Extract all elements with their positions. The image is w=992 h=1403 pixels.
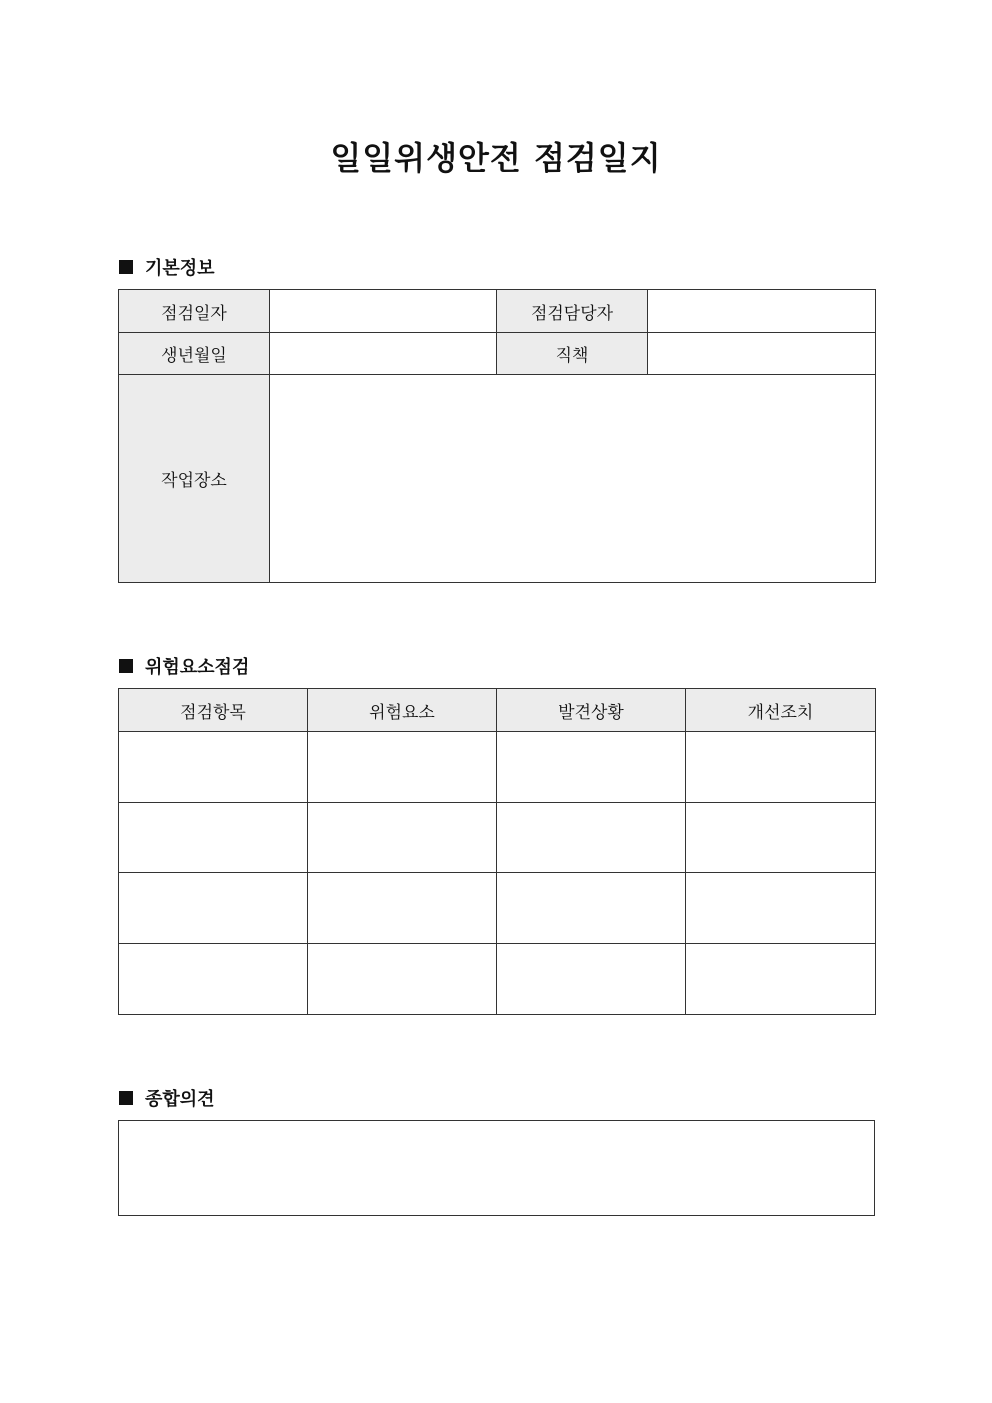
- section-title-risk: 위험요소점검: [145, 657, 250, 678]
- page-title: 일일위생안전 점검일지: [330, 139, 662, 177]
- field-inspector[interactable]: [648, 290, 876, 333]
- header-inspection-item: 점검항목: [119, 689, 308, 732]
- summary-opinion-field[interactable]: [118, 1120, 875, 1216]
- table-cell[interactable]: [497, 873, 686, 944]
- risk-inspection-table: [118, 688, 876, 1015]
- table-row: [119, 944, 876, 1015]
- field-inspection-date[interactable]: [270, 290, 497, 333]
- table-cell[interactable]: [686, 732, 876, 803]
- section-header-summary: [119, 1085, 215, 1111]
- table-cell[interactable]: [119, 944, 308, 1015]
- table-row: [119, 803, 876, 873]
- field-position[interactable]: [648, 333, 876, 375]
- square-bullet-icon: [119, 260, 133, 274]
- section-title-basic: 기본정보: [145, 258, 215, 279]
- label-inspector: 점검담당자: [497, 290, 648, 333]
- field-birth-date[interactable]: [270, 333, 497, 375]
- section-header-risk: [119, 653, 249, 679]
- header-findings: 발견상황: [497, 689, 686, 732]
- table-row: [119, 732, 876, 803]
- table-cell[interactable]: [308, 803, 497, 873]
- field-workplace[interactable]: [270, 375, 876, 583]
- square-bullet-icon: [119, 659, 133, 673]
- table-cell[interactable]: [686, 803, 876, 873]
- table-cell[interactable]: [686, 873, 876, 944]
- table-cell[interactable]: [119, 732, 308, 803]
- square-bullet-icon: [119, 1091, 133, 1105]
- label-workplace: 작업장소: [119, 375, 270, 583]
- header-risk-factor: 위험요소: [308, 689, 497, 732]
- header-corrective-action: 개선조치: [686, 689, 876, 732]
- table-row: [119, 873, 876, 944]
- table-cell[interactable]: [686, 944, 876, 1015]
- table-cell[interactable]: [119, 873, 308, 944]
- basic-info-table: [118, 289, 876, 583]
- table-cell[interactable]: [119, 803, 308, 873]
- table-cell[interactable]: [308, 873, 497, 944]
- table-cell[interactable]: [497, 803, 686, 873]
- table-cell[interactable]: [497, 732, 686, 803]
- table-cell[interactable]: [308, 732, 497, 803]
- table-cell[interactable]: [497, 944, 686, 1015]
- label-birth-date: 생년월일: [119, 333, 270, 375]
- section-title-summary: 종합의견: [145, 1089, 215, 1110]
- section-header-basic: [119, 254, 215, 280]
- label-inspection-date: 점검일자: [119, 290, 270, 333]
- table-cell[interactable]: [308, 944, 497, 1015]
- label-position: 직책: [497, 333, 648, 375]
